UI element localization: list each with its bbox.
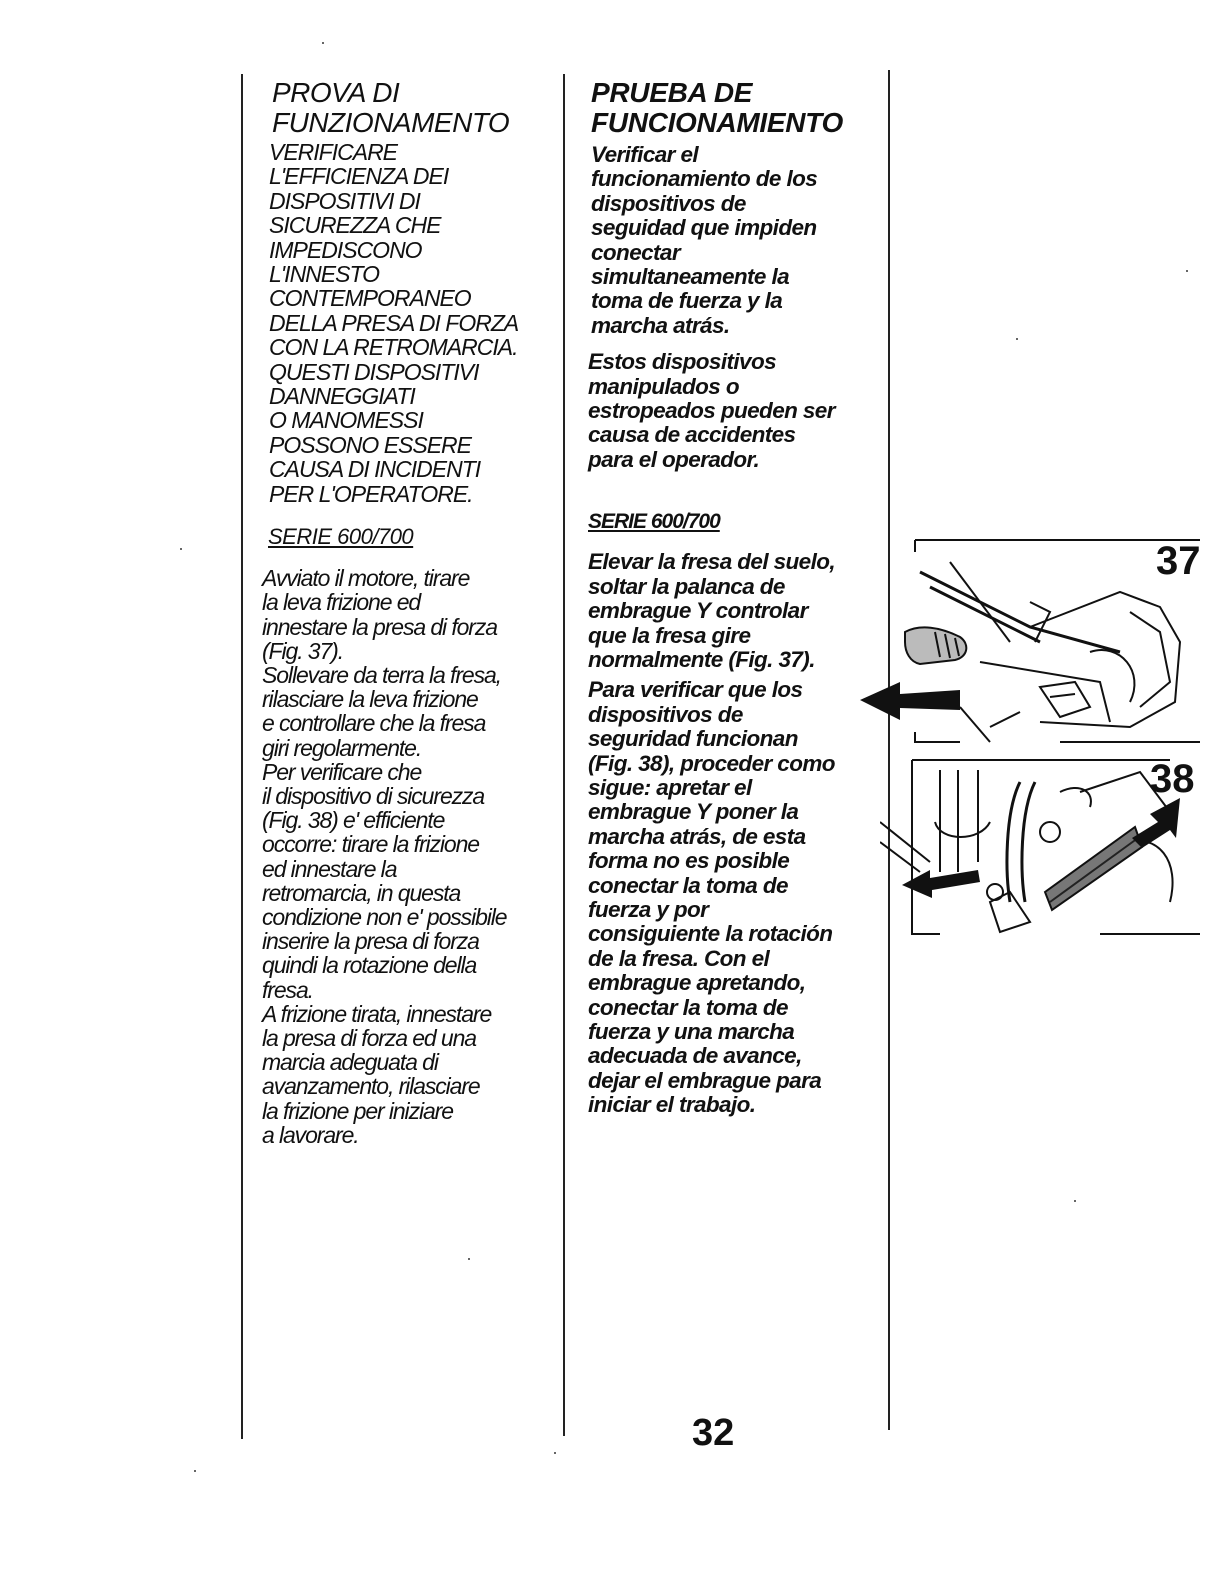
warning-line: IMPEDISCONO (269, 236, 422, 263)
instruction-line: Sollevare da terra la fresa, (262, 661, 501, 688)
instruction-line: seguridad funcionan (588, 726, 798, 752)
instruction-line: rilasciare la leva frizione (262, 686, 478, 713)
instruction-line: condizione non e' possibile (262, 903, 507, 930)
instruction-line: iniciar el trabajo. (588, 1092, 756, 1118)
column-rule-right (888, 70, 890, 1430)
warning-line: marcha atrás. (591, 312, 730, 338)
spanish-title-line: PRUEBA DE (591, 77, 753, 108)
italian-title (262, 78, 558, 138)
warning-line: DISPOSITIVI DI (269, 187, 420, 214)
instruction-line: avanzamento, rilasciare (262, 1073, 480, 1100)
warning-line: Verificar el (591, 142, 699, 167)
warning-line: toma de fuerza y la (591, 288, 783, 314)
italian-instructions (262, 566, 558, 1147)
warning-line: QUESTI DISPOSITIVI (269, 358, 479, 385)
instruction-line: marcia adeguata di (262, 1049, 438, 1076)
warning-line: CON LA RETROMARCIA. (269, 334, 518, 361)
instruction-line: embrague Y poner la (588, 799, 799, 825)
column-rule-left (241, 74, 243, 1439)
instruction-line: sigue: apretar el (588, 774, 752, 800)
spanish-title-line: FUNCIONAMIENTO (591, 107, 843, 138)
instruction-line: conectar la toma de (588, 994, 788, 1020)
warning-line: VERIFICARE (269, 139, 398, 165)
instruction-line: fuerza y por (588, 896, 709, 922)
spanish-instructions-start (588, 550, 883, 672)
instruction-line: conectar la toma de (588, 872, 788, 898)
italian-warning (262, 140, 558, 506)
hazard-line: manipulados o (588, 373, 739, 399)
instruction-line: quindi la rotazione della (262, 952, 477, 979)
instruction-line: la presa di forza ed una (262, 1024, 476, 1051)
italian-title-line: FUNZIONAMENTO (272, 107, 510, 138)
scan-speck (1074, 1200, 1076, 1202)
scan-speck (194, 1470, 196, 1472)
italian-serie-heading: SERIE 600/700 (268, 524, 414, 550)
instruction-line: innestare la presa di forza (262, 613, 497, 640)
instruction-line: normalmente (Fig. 37). (588, 646, 815, 672)
instruction-line: marcha atrás, de esta (588, 823, 806, 849)
spanish-warning (588, 143, 883, 338)
instruction-line: e controllare che la fresa (262, 710, 486, 737)
instruction-line: Avviato il motore, tirare (262, 565, 470, 592)
instruction-line: (Fig. 38) e' efficiente (262, 807, 445, 834)
hazard-line: Estos dispositivos (588, 349, 776, 375)
spanish-instructions-check (588, 678, 883, 1117)
instruction-line: retromarcia, in questa (262, 879, 461, 906)
warning-line: seguidad que impiden (591, 215, 817, 241)
instruction-line: a lavorare. (262, 1121, 359, 1148)
hazard-line: para el operador. (588, 446, 760, 472)
warning-line: funcionamiento de los (591, 166, 818, 192)
instruction-line: ed innestare la (262, 855, 397, 882)
figure-38 (880, 752, 1210, 952)
italian-column (262, 78, 558, 1147)
spanish-serie-heading: SERIE 600/700 (588, 510, 720, 534)
arrow-icon (860, 682, 960, 720)
figure-37 (860, 532, 1210, 750)
instruction-line: dispositivos de (588, 701, 743, 727)
scan-speck (322, 42, 324, 44)
instruction-line: embrague apretando, (588, 970, 806, 996)
spanish-column (588, 78, 883, 1118)
instruction-line: Elevar la fresa del suelo, (588, 549, 836, 575)
scan-speck (468, 1258, 470, 1260)
arrow-icon (902, 870, 980, 898)
instruction-line: occorre: tirare la frizione (262, 831, 479, 858)
scan-speck (1186, 270, 1188, 272)
instruction-line: Para verificar que los (588, 677, 803, 703)
instruction-line: de la fresa. Con el (588, 945, 770, 971)
scan-speck (1016, 338, 1018, 340)
instruction-line: la frizione per iniziare (262, 1097, 453, 1124)
figure-37-number: 37 (1156, 539, 1201, 583)
warning-line: PER L'OPERATORE. (269, 480, 473, 507)
instruction-line: giri regolarmente. (262, 734, 422, 761)
column-rule-middle (563, 74, 565, 1436)
instruction-line: A frizione tirata, innestare (262, 1000, 492, 1027)
instruction-line: embrague Y controlar (588, 598, 808, 624)
warning-line: CAUSA DI INCIDENTI (269, 456, 481, 483)
hazard-line: estropeados pueden ser (588, 398, 835, 424)
warning-line: DELLA PRESA DI FORZA (269, 309, 519, 336)
instruction-line: forma no es posible (588, 848, 790, 874)
spanish-title (588, 78, 883, 138)
warning-line: DANNEGGIATI (269, 383, 415, 410)
instruction-line: inserire la presa di forza (262, 928, 479, 955)
instruction-line: adecuada de avance, (588, 1043, 802, 1069)
instruction-line: (Fig. 38), proceder como (588, 750, 835, 776)
instruction-line: que la fresa gire (588, 622, 751, 648)
warning-line: POSSONO ESSERE (269, 431, 472, 458)
instruction-line: (Fig. 37). (262, 637, 344, 664)
warning-line: dispositivos de (591, 190, 746, 216)
spanish-hazard-note (588, 350, 883, 472)
scan-speck (180, 548, 182, 550)
hazard-line: causa de accidentes (588, 422, 796, 448)
instruction-line: soltar la palanca de (588, 573, 785, 599)
warning-line: CONTEMPORANEO (269, 285, 471, 312)
instruction-line: fuerza y una marcha (588, 1019, 795, 1044)
scan-speck (554, 1452, 556, 1454)
instruction-line: il dispositivo di sicurezza (262, 782, 485, 809)
instruction-line: Per verificare che (262, 758, 422, 785)
warning-line: conectar (591, 239, 680, 265)
page-number: 32 (692, 1412, 735, 1454)
italian-title-line: PROVA DI (272, 77, 400, 108)
warning-line: SICUREZZA CHE (269, 212, 441, 239)
figure-38-number: 38 (1150, 757, 1195, 801)
warning-line: L'INNESTO (269, 261, 379, 288)
instruction-line: consiguiente la rotación (588, 921, 833, 947)
instruction-line: dejar el embrague para (588, 1067, 822, 1093)
warning-line: simultaneamente la (591, 264, 790, 290)
instruction-line: la leva frizione ed (262, 589, 421, 616)
warning-line: L'EFFICIENZA DEI (269, 163, 449, 190)
warning-line: O MANOMESSI (269, 407, 423, 434)
arrow-icon (1132, 798, 1180, 848)
instruction-line: fresa. (262, 976, 313, 1003)
